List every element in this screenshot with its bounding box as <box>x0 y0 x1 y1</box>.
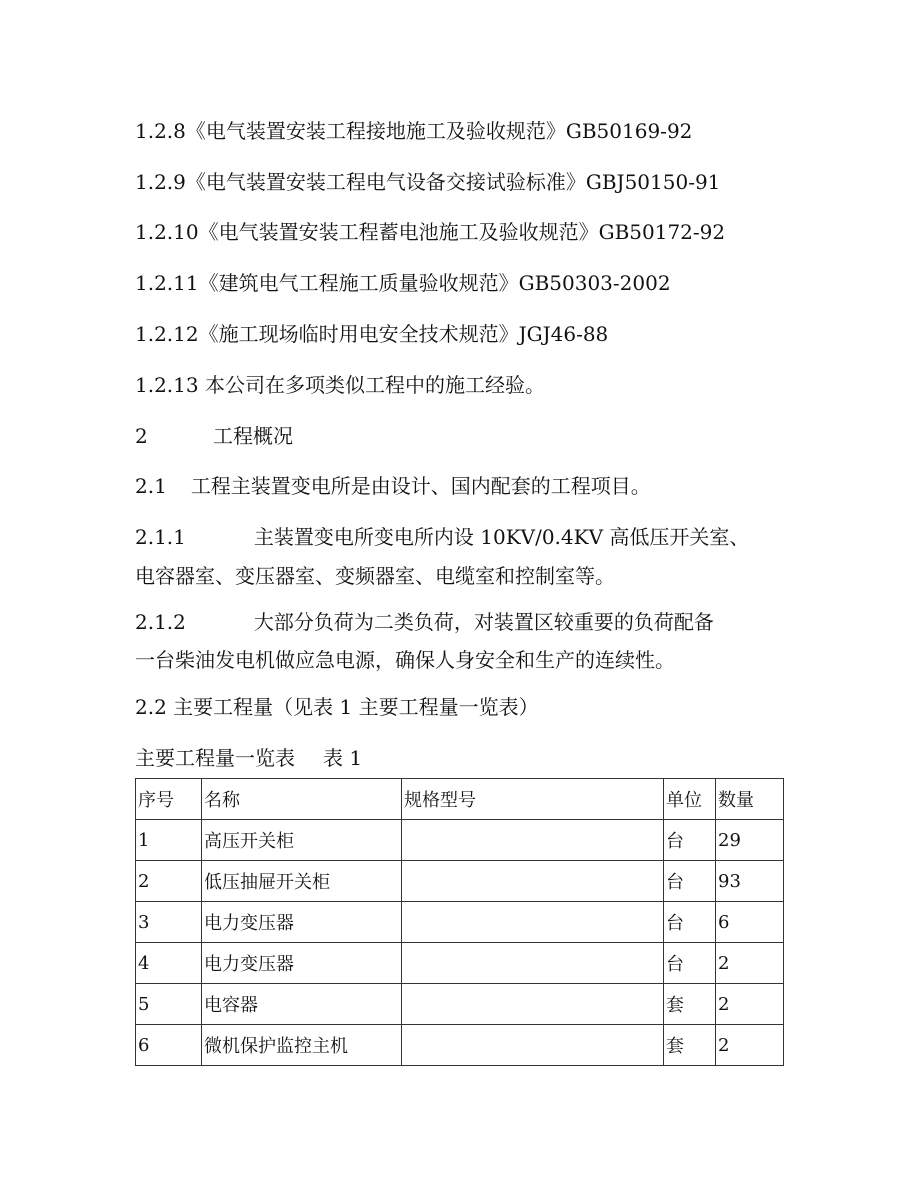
cell-name: 高压开关柜 <box>202 820 402 861</box>
cell-quantity: 2 <box>716 943 784 984</box>
table-row <box>136 1025 784 1066</box>
cell-unit: 台 <box>664 820 716 861</box>
cell-spec <box>402 861 664 902</box>
cell-spec <box>402 902 664 943</box>
reference-item: 1.2.8《电气装置安装工程接地施工及验收规范》GB50169-92 <box>135 119 693 143</box>
cell-unit: 套 <box>664 1025 716 1066</box>
reference-item: 1.2.11《建筑电气工程施工质量验收规范》GB50303-2002 <box>135 271 671 295</box>
section-number: 2 <box>135 424 148 448</box>
table-row <box>136 902 784 943</box>
section-title: 工程概况 <box>213 424 293 448</box>
cell-name: 电容器 <box>202 984 402 1025</box>
cell-quantity: 2 <box>716 1025 784 1066</box>
cell-name: 电力变压器 <box>202 943 402 984</box>
cell-unit: 套 <box>664 984 716 1025</box>
cell-unit: 台 <box>664 861 716 902</box>
cell-index: 1 <box>136 820 202 861</box>
cell-index: 6 <box>136 1025 202 1066</box>
cell-name: 电力变压器 <box>202 902 402 943</box>
table-row <box>136 984 784 1025</box>
cell-index: 2 <box>136 861 202 902</box>
table-caption <box>135 745 362 771</box>
cell-quantity: 93 <box>716 861 784 902</box>
reference-item: 1.2.12《施工现场临时用电安全技术规范》JGJ46-88 <box>135 322 609 346</box>
cell-spec <box>402 984 664 1025</box>
table-header-row <box>136 779 784 820</box>
header-cell: 名称 <box>202 779 402 820</box>
reference-item: 1.2.9《电气装置安装工程电气设备交接试验标准》GBJ50150-91 <box>135 170 721 194</box>
header-cell: 规格型号 <box>402 779 664 820</box>
paragraph-number: 2.1.2 <box>135 610 186 634</box>
cell-spec <box>402 1025 664 1066</box>
paragraph-2-1-2-cont: 一台柴油发电机做应急电源，确保人身安全和生产的连续性。 <box>135 648 675 672</box>
cell-spec <box>402 943 664 984</box>
quantities-table <box>135 778 784 1066</box>
paragraph-text: 大部分负荷为二类负荷，对装置区较重要的负荷配备 <box>253 610 714 634</box>
paragraph-text: 主装置变电所变电所内设 10KV/0.4KV 高低压开关室、 <box>253 525 750 549</box>
cell-index: 4 <box>136 943 202 984</box>
cell-spec <box>402 820 664 861</box>
cell-unit: 台 <box>664 902 716 943</box>
cell-name: 低压抽屉开关柜 <box>202 861 402 902</box>
cell-index: 3 <box>136 902 202 943</box>
table-row <box>136 820 784 861</box>
paragraph-number: 2.1 <box>135 474 167 498</box>
reference-item: 1.2.10《电气装置安装工程蓄电池施工及验收规范》GB50172-92 <box>135 220 726 244</box>
paragraph-text: 工程主装置变电所是由设计、国内配套的工程项目。 <box>190 474 651 498</box>
cell-quantity: 2 <box>716 984 784 1025</box>
section-heading <box>135 423 293 449</box>
header-cell: 序号 <box>136 779 202 820</box>
paragraph-2-1-2 <box>135 609 714 635</box>
table-label: 表 1 <box>323 746 363 770</box>
header-cell: 数量 <box>716 779 784 820</box>
cell-index: 5 <box>136 984 202 1025</box>
reference-item: 1.2.13 本公司在多项类似工程中的施工经验。 <box>135 373 545 397</box>
paragraph-2-1 <box>135 473 651 499</box>
cell-quantity: 29 <box>716 820 784 861</box>
cell-quantity: 6 <box>716 902 784 943</box>
paragraph-2-2: 2.2 主要工程量（见表 1 主要工程量一览表） <box>135 695 539 719</box>
paragraph-2-1-1 <box>135 524 749 550</box>
table-row <box>136 943 784 984</box>
cell-unit: 台 <box>664 943 716 984</box>
paragraph-number: 2.1.1 <box>135 525 186 549</box>
cell-name: 微机保护监控主机 <box>202 1025 402 1066</box>
table-row <box>136 861 784 902</box>
header-cell: 单位 <box>664 779 716 820</box>
paragraph-2-1-1-cont: 电容器室、变压器室、变频器室、电缆室和控制室等。 <box>135 564 615 588</box>
table-caption-text: 主要工程量一览表 <box>135 746 295 770</box>
